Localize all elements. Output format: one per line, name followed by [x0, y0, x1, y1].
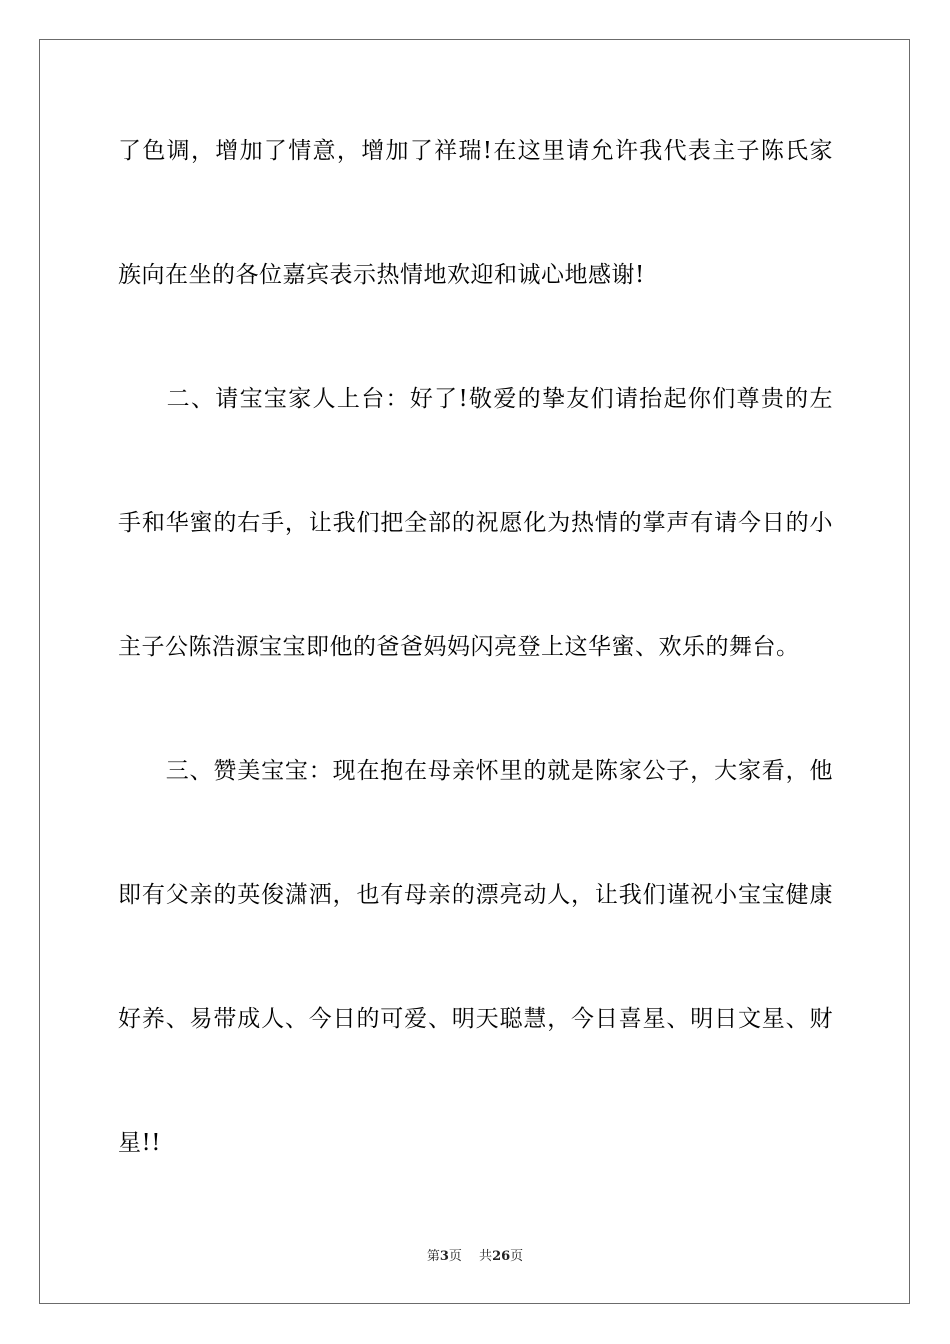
body-line-2: 族向在坐的各位嘉宾表示热情地欢迎和诚心地感谢!: [118, 262, 645, 288]
body-line-9: 星!!: [118, 1130, 161, 1156]
page-footer: [0, 1248, 950, 1266]
body-line-8: 好养、易带成人、今日的可爱、明天聪慧，今日喜星、明日文星、财: [118, 1006, 833, 1032]
body-line-1: 了色调，增加了情意，增加了祥瑞!在这里请允许我代表主子陈氏家: [118, 138, 833, 164]
total-suffix: 页: [510, 1249, 524, 1264]
page-border: [39, 39, 910, 1304]
page-number: 3: [439, 1249, 449, 1264]
body-line-7: 即有父亲的英俊潇洒，也有母亲的漂亮动人，让我们谨祝小宝宝健康: [118, 882, 833, 908]
body-line-4: 手和华蜜的右手，让我们把全部的祝愿化为热情的掌声有请今日的小: [118, 510, 833, 536]
body-line-5: 主子公陈浩源宝宝即他的爸爸妈妈闪亮登上这华蜜、欢乐的舞台。: [118, 634, 800, 660]
body-line-3: 二、请宝宝家人上台：好了!敬爱的挚友们请抬起你们尊贵的左: [118, 386, 833, 412]
total-pages: 26: [492, 1249, 511, 1264]
page-prefix: 第: [426, 1249, 440, 1264]
body-line-6: 三、赞美宝宝：现在抱在母亲怀里的就是陈家公子，大家看，他: [118, 758, 833, 784]
page-suffix: 页: [448, 1249, 462, 1264]
total-prefix: 共: [479, 1249, 493, 1264]
